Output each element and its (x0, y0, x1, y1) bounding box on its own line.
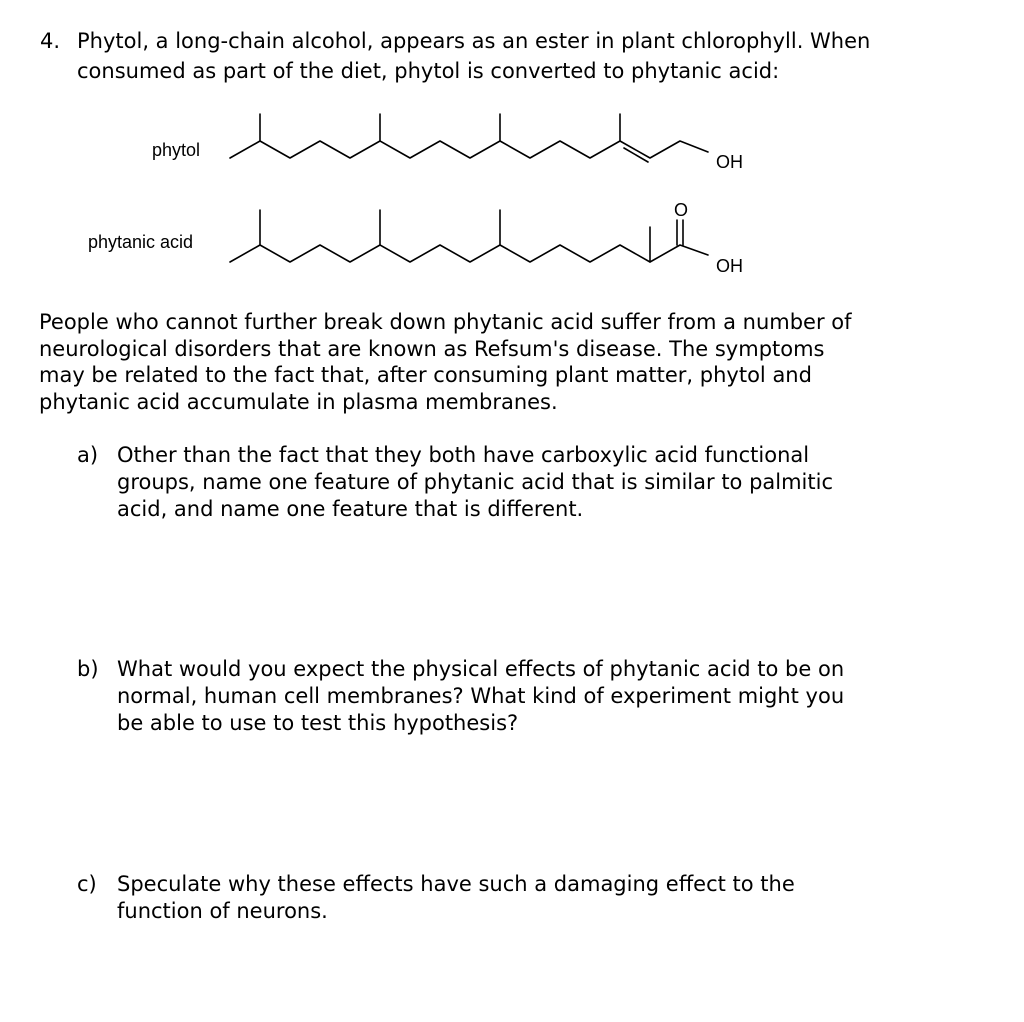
phytol-structure (230, 114, 708, 162)
part-c-letter: c) (77, 872, 97, 896)
phytol-label: phytol (152, 140, 201, 160)
structure-diagrams (0, 0, 1024, 300)
question-intro-line1: Phytol, a long-chain alcohol, appears as an ester in plant chlorophyll. When (77, 29, 871, 53)
part-b-text (117, 656, 844, 737)
part-b-line: What would you expect the physical effects of phytanic acid to be on (117, 657, 845, 681)
phytanic-carbonyl-o: O (674, 200, 689, 220)
part-a-line: groups, name one feature of phytanic acid that is similar to palmitic (117, 470, 834, 494)
paragraph-line: neurological disorders that are known as Refsum's disease. The symptoms (39, 336, 825, 361)
part-c-line: function of neurons. (117, 899, 328, 923)
part-b-line: be able to use to test this hypothesis? (117, 711, 519, 735)
question-intro-line2: consumed as part of the diet, phytol is converted to phytanic acid: (77, 59, 780, 83)
paragraph-line: People who cannot further break down phytanic acid suffer from a number of (39, 310, 852, 334)
phytanic-acid-structure (230, 210, 708, 262)
question-number: 4. (40, 29, 61, 53)
part-c-line: Speculate why these effects have such a damaging effect to the (117, 872, 795, 896)
part-a-line: Other than the fact that they both have carboxylic acid functional (117, 443, 810, 467)
phytanic-acid-label: phytanic acid (88, 232, 194, 252)
part-b-line: normal, human cell membranes? What kind of experiment might you (117, 684, 845, 708)
part-c-text (117, 871, 795, 925)
paragraph-line: may be related to the fact that, after consuming plant matter, phytol and (39, 363, 812, 387)
paragraph-line: phytanic acid accumulate in plasma membranes. (39, 389, 558, 414)
part-a-letter: a) (77, 443, 99, 467)
context-paragraph (39, 309, 999, 415)
phytanic-oh-group: OH (716, 256, 743, 276)
phytol-oh-group: OH (716, 152, 743, 172)
part-b-letter: b) (77, 657, 99, 681)
phytanic-chain (230, 245, 708, 262)
part-a-line: acid, and name one feature that is different. (117, 497, 584, 521)
part-a-text (117, 442, 833, 523)
